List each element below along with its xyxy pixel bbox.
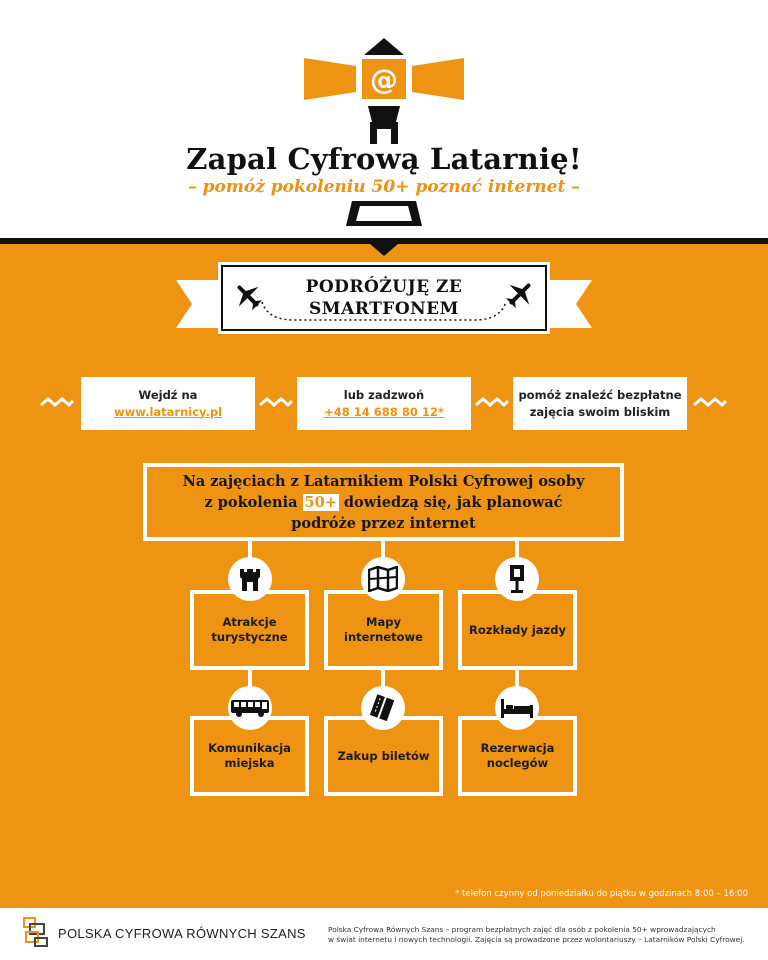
info-line1: Na zajęciach z Latarnikiem Polski Cyfrowej osoby: [182, 472, 585, 490]
category-label: miejska: [224, 756, 275, 770]
tickets-icon: [361, 686, 405, 730]
connector-line: [381, 670, 385, 686]
castle-tower-icon: [228, 557, 272, 601]
category-card-maps: [324, 590, 443, 670]
banner-title-line2: SMARTFONEM: [309, 299, 459, 319]
step-call: [297, 377, 471, 430]
connector-line: [248, 670, 252, 686]
page-subtitle: – pomóż pokoleniu 50+ poznać internet –: [188, 177, 580, 197]
org-logo: [22, 916, 50, 948]
category-label: Atrakcje: [222, 615, 277, 629]
zigzag-decoration: [693, 396, 727, 408]
footer-desc-line: Polska Cyfrowa Równych Szans – program bezpłatnych zajęć dla osób z pokolenia 50+ wprowadzających: [328, 925, 716, 934]
at-sign-icon: @: [370, 62, 398, 96]
arrow-down-icon: [370, 244, 398, 256]
footnote: * telefon czynny od poniedziałku do piątku w godzinach 8:00 – 16:00: [455, 889, 748, 899]
info-line3: podróże przez internet: [291, 514, 476, 532]
step-label: Wejdź na: [138, 387, 198, 402]
phone-link[interactable]: +48 14 688 80 12*: [324, 404, 444, 419]
step-label: lub zadzwoń: [343, 387, 425, 402]
zigzag-decoration: [40, 396, 74, 408]
category-label: internetowe: [344, 630, 423, 644]
category-label: Zakup biletów: [337, 748, 430, 763]
step-help: [513, 377, 687, 430]
info-box: [143, 463, 624, 541]
category-card-timetables: [458, 590, 577, 670]
category-label: noclegów: [486, 756, 549, 770]
step-label: zajęcia swoim bliskim: [529, 404, 671, 419]
bed-icon: [495, 686, 539, 730]
category-label: turystyczne: [211, 630, 288, 644]
map-icon: [361, 557, 405, 601]
bus-icon: [228, 686, 272, 730]
page-title: Zapal Cyfrową Latarnię!: [186, 142, 582, 176]
step-label: pomóż znaleźć bezpłatne: [518, 387, 682, 402]
zigzag-decoration: [259, 396, 293, 408]
connector-line: [515, 670, 519, 686]
age-highlight: 50+: [304, 493, 337, 511]
category-card-attractions: [190, 590, 309, 670]
banner-title-line1: PODRÓŻUJĘ ZE: [305, 277, 463, 297]
zigzag-decoration: [475, 396, 509, 408]
info-text: dowiedzą się, jak planować: [338, 493, 563, 511]
category-label: Rozkłady jazdy: [469, 622, 566, 637]
banner-title: [218, 264, 550, 332]
org-name: POLSKA CYFROWA RÓWNYCH SZANS: [58, 926, 306, 941]
bus-stop-sign-icon: [495, 557, 539, 601]
footer-description: [328, 925, 748, 945]
category-label: Komunikacja: [208, 741, 291, 755]
category-label: Mapy: [366, 615, 401, 629]
step-visit-website: [81, 377, 255, 430]
footer-desc-line: w świat internetu i nowych technologii. Zajęcia są prowadzone przez wolontariuszy – Latarników Polski Cyfrowej.: [328, 935, 745, 944]
info-text: z pokolenia: [204, 493, 303, 511]
website-link[interactable]: www.latarnicy.pl: [113, 404, 223, 419]
category-label: Rezerwacja: [480, 741, 555, 755]
info-line2: [183, 492, 585, 513]
